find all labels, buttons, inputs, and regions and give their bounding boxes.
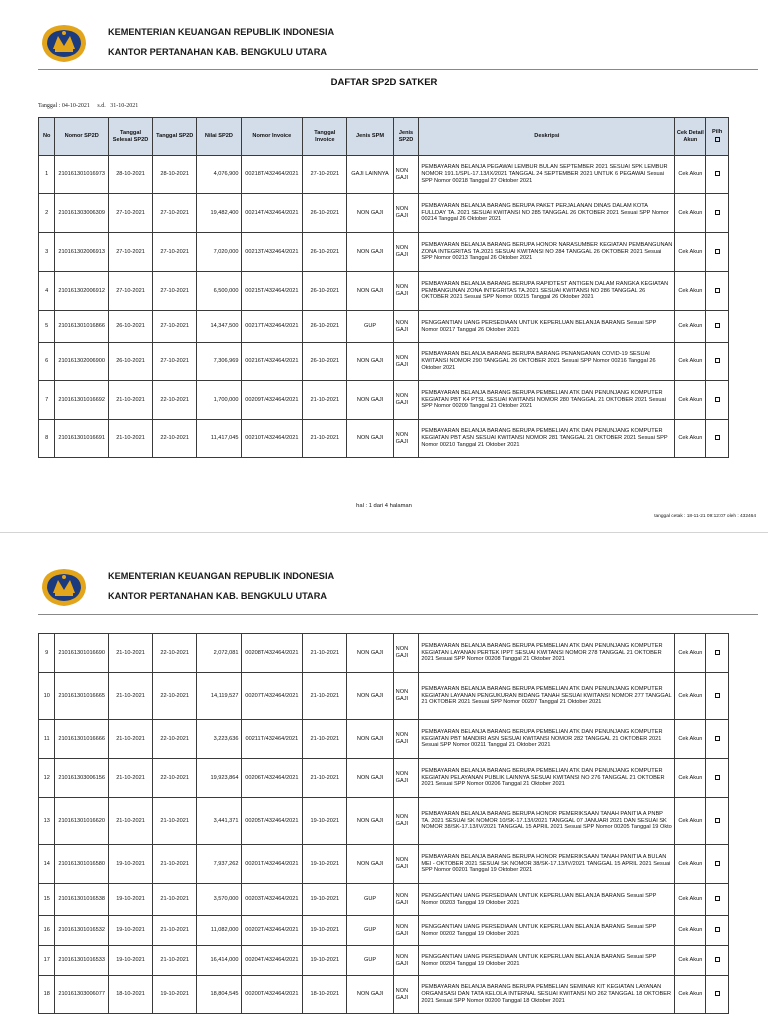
row-checkbox[interactable] xyxy=(715,927,720,932)
spm-type: GUP xyxy=(347,916,393,946)
invoice-number: 00200T/432464/2021 xyxy=(241,976,303,1014)
description: PEMBAYARAN BELANJA BARANG BERUPA HONOR PEMERIKSAAN TANAH PANITIA A BULAN MEI - OKTOBER 2021 SESUAI SK NOMOR 38/SK-17.13/IV/2021 TANGGAL 15 APRIL 2021 Sesuai SPP Nomor 00201 Tanggal 19 Oktober 2021 xyxy=(419,845,675,884)
row-checkbox[interactable] xyxy=(715,210,720,215)
sp2d-number: 210161302006912 xyxy=(55,272,108,311)
col-header-jenis-spm: Jenis SPM xyxy=(347,118,393,156)
check-account-link[interactable]: Cek Akun xyxy=(675,343,706,381)
row-no: 3 xyxy=(39,233,55,272)
sp2d-amount: 16,414,000 xyxy=(197,946,241,976)
sp2d-amount: 3,441,371 xyxy=(197,798,241,845)
sp2d-number: 210161303006309 xyxy=(55,194,108,233)
select-cell xyxy=(706,194,729,233)
check-account-link[interactable]: Cek Akun xyxy=(675,720,706,759)
sp2d-number: 210161303006156 xyxy=(55,759,108,798)
sp2d-number: 210161301016580 xyxy=(55,845,108,884)
invoice-number: 00201T/432464/2021 xyxy=(241,845,303,884)
row-checkbox[interactable] xyxy=(715,736,720,741)
check-account-link[interactable]: Cek Akun xyxy=(675,673,706,720)
row-checkbox[interactable] xyxy=(715,397,720,402)
sp2d-number: 210161301016973 xyxy=(55,156,108,194)
org-name: KEMENTERIAN KEUANGAN REPUBLIK INDONESIA xyxy=(108,27,335,37)
select-cell xyxy=(706,884,729,916)
invoice-date: 21-10-2021 xyxy=(303,420,347,458)
sp2d-date: 21-10-2021 xyxy=(153,845,197,884)
report-header xyxy=(38,564,758,614)
invoice-number: 00209T/432464/2021 xyxy=(241,381,303,420)
description: PEMBAYARAN BELANJA BARANG BERUPA PEMBELIAN SEMINAR KIT KEGIATAN LAYANAN ORGANISASI DAN TATA KELOLA INTERNAL SESUAI KWITANSI NO 262 TANGGAL 18 OKTOBER 2021 Sesuai SPP Nomor 00200 Tanggal 18 Oktober 2021 xyxy=(419,976,675,1014)
sp2d-amount: 11,417,045 xyxy=(197,420,241,458)
table-row xyxy=(39,343,729,381)
description: PEMBAYARAN BELANJA BARANG BERUPA PEMBELIAN ATK DAN PENUNJANG KOMPUTER KEGIATAN LAYANAN PENGUKURAN BIDANG TANAH SESUAI KWITANSI NOMOR 277 TANGGAL 21 OKTOBER 2021 Sesuai SPP Nomor 00207 Tanggal 21 Oktober 2021 xyxy=(419,673,675,720)
row-checkbox[interactable] xyxy=(715,171,720,176)
description: PEMBAYARAN BELANJA BARANG BERUPA RAPIDTEST ANTIGEN DALAM RANGKA KEGIATAN PEMBANGUNAN ZONA INTEGRITAS TA.2021 SESUAI KWITANSI NO 286 TANGGAL 26 OKTOBER 2021 Sesuai SPP Nomor 00215 Tanggal 26 Oktober 2021 xyxy=(419,272,675,311)
select-cell xyxy=(706,311,729,343)
select-cell xyxy=(706,634,729,673)
select-cell xyxy=(706,420,729,458)
check-account-link[interactable]: Cek Akun xyxy=(675,634,706,673)
row-checkbox[interactable] xyxy=(715,358,720,363)
col-header-tgl-sp2d: Tanggal SP2D xyxy=(153,118,197,156)
invoice-date: 21-10-2021 xyxy=(303,634,347,673)
office-name: KANTOR PERTANAHAN KAB. BENGKULU UTARA xyxy=(108,47,327,57)
select-all-checkbox[interactable] xyxy=(715,137,720,142)
spm-type: NON GAJI xyxy=(347,634,393,673)
row-no: 7 xyxy=(39,381,55,420)
sp2d-date: 27-10-2021 xyxy=(153,343,197,381)
sp2d-type: NON GAJI xyxy=(393,845,419,884)
check-account-link[interactable]: Cek Akun xyxy=(675,272,706,311)
select-cell xyxy=(706,759,729,798)
sp2d-amount: 14,119,527 xyxy=(197,673,241,720)
table-row xyxy=(39,420,729,458)
sp2d-amount: 7,020,000 xyxy=(197,233,241,272)
table-row xyxy=(39,381,729,420)
row-no: 14 xyxy=(39,845,55,884)
sp2d-type: NON GAJI xyxy=(393,916,419,946)
row-checkbox[interactable] xyxy=(715,861,720,866)
sp2d-number: 210161302006913 xyxy=(55,233,108,272)
table-row xyxy=(39,311,729,343)
select-cell xyxy=(706,976,729,1014)
invoice-date: 21-10-2021 xyxy=(303,381,347,420)
completion-date: 27-10-2021 xyxy=(108,272,152,311)
table-row xyxy=(39,720,729,759)
completion-date: 19-10-2021 xyxy=(108,916,152,946)
sp2d-date: 21-10-2021 xyxy=(153,916,197,946)
sp2d-number: 210161301016691 xyxy=(55,420,108,458)
sp2d-type: NON GAJI xyxy=(393,420,419,458)
sp2d-type: NON GAJI xyxy=(393,673,419,720)
col-header-pilih xyxy=(706,118,729,156)
col-header-invoice: Nomor Invoice xyxy=(241,118,303,156)
spm-type: GUP xyxy=(347,884,393,916)
completion-date: 18-10-2021 xyxy=(108,976,152,1014)
completion-date: 26-10-2021 xyxy=(108,343,152,381)
check-account-link[interactable]: Cek Akun xyxy=(675,798,706,845)
row-no: 2 xyxy=(39,194,55,233)
table-row xyxy=(39,634,729,673)
completion-date: 19-10-2021 xyxy=(108,845,152,884)
table-row xyxy=(39,884,729,916)
sp2d-amount: 7,937,262 xyxy=(197,845,241,884)
report-page-2 xyxy=(0,532,768,1024)
sp2d-date: 19-10-2021 xyxy=(153,976,197,1014)
sp2d-amount: 3,223,636 xyxy=(197,720,241,759)
row-no: 5 xyxy=(39,311,55,343)
sp2d-type: NON GAJI xyxy=(393,343,419,381)
invoice-number: 00215T/432464/2021 xyxy=(241,272,303,311)
table-row xyxy=(39,759,729,798)
description: PEMBAYARAN BELANJA BARANG BERUPA PAKET PERJALANAN DINAS DALAM KOTA FULLDAY TA. 2021 SESUAI KWITANSI NO 285 TANGGAL 26 OKTOBER 2021 Sesuai SPP Nomor 00214 Tanggal 26 Oktober 2021 xyxy=(419,194,675,233)
spm-type: NON GAJI xyxy=(347,798,393,845)
select-cell xyxy=(706,272,729,311)
select-cell xyxy=(706,916,729,946)
invoice-number: 00208T/432464/2021 xyxy=(241,634,303,673)
completion-date: 21-10-2021 xyxy=(108,420,152,458)
select-cell xyxy=(706,845,729,884)
print-timestamp: tanggal cetak : 18-11-21 09:12:07 oleh : 432464 xyxy=(654,514,756,519)
invoice-number: 00206T/432464/2021 xyxy=(241,759,303,798)
sp2d-number: 210161301016538 xyxy=(55,884,108,916)
table-body xyxy=(39,634,729,1014)
completion-date: 21-10-2021 xyxy=(108,720,152,759)
invoice-date: 19-10-2021 xyxy=(303,845,347,884)
invoice-date: 19-10-2021 xyxy=(303,884,347,916)
select-cell xyxy=(706,720,729,759)
spm-type: GUP xyxy=(347,311,393,343)
row-no: 16 xyxy=(39,916,55,946)
row-checkbox[interactable] xyxy=(715,288,720,293)
kemenkeu-emblem-icon xyxy=(38,22,90,64)
invoice-number: 00211T/432464/2021 xyxy=(241,720,303,759)
sp2d-number: 210161301016866 xyxy=(55,311,108,343)
sp2d-amount: 19,923,864 xyxy=(197,759,241,798)
spm-type: NON GAJI xyxy=(347,673,393,720)
spm-type: NON GAJI xyxy=(347,759,393,798)
description: PEMBAYARAN BELANJA BARANG BERUPA PEMBELIAN ATK DAN PENUNJANG KOMPUTER KEGIATAN PBT K4 PTSL SESUAI KWITANSI NOMOR 280 TANGGAL 21 OKTOBER 2021 Sesuai SPP Nomor 00209 Tanggal 21 Oktober 2021 xyxy=(419,381,675,420)
row-no: 4 xyxy=(39,272,55,311)
check-account-link[interactable]: Cek Akun xyxy=(675,845,706,884)
check-account-link[interactable]: Cek Akun xyxy=(675,759,706,798)
sp2d-amount: 4,076,900 xyxy=(197,156,241,194)
row-checkbox[interactable] xyxy=(715,957,720,962)
row-checkbox[interactable] xyxy=(715,991,720,996)
header-divider xyxy=(38,614,758,615)
row-no: 10 xyxy=(39,673,55,720)
sp2d-number: 210161302006900 xyxy=(55,343,108,381)
spm-type: NON GAJI xyxy=(347,233,393,272)
select-cell xyxy=(706,798,729,845)
sp2d-amount: 6,500,000 xyxy=(197,272,241,311)
check-account-link[interactable]: Cek Akun xyxy=(675,233,706,272)
sp2d-date: 22-10-2021 xyxy=(153,720,197,759)
row-no: 13 xyxy=(39,798,55,845)
sp2d-type: NON GAJI xyxy=(393,720,419,759)
invoice-date: 26-10-2021 xyxy=(303,194,347,233)
header-divider xyxy=(38,69,758,70)
select-cell xyxy=(706,946,729,976)
description: PENGGANTIAN UANG PERSEDIAAN UNTUK KEPERLUAN BELANJA BARANG Sesuai SPP Nomor 00204 Tanggal 19 Oktober 2021 xyxy=(419,946,675,976)
description: PENGGANTIAN UANG PERSEDIAAN UNTUK KEPERLUAN BELANJA BARANG Sesuai SPP Nomor 00217 Tanggal 26 Oktober 2021 xyxy=(419,311,675,343)
sp2d-date: 27-10-2021 xyxy=(153,311,197,343)
sp2d-type: NON GAJI xyxy=(393,233,419,272)
row-checkbox[interactable] xyxy=(715,896,720,901)
row-no: 1 xyxy=(39,156,55,194)
invoice-date: 26-10-2021 xyxy=(303,233,347,272)
invoice-number: 00205T/432464/2021 xyxy=(241,798,303,845)
row-no: 15 xyxy=(39,884,55,916)
col-header-nomor-sp2d: Nomor SP2D xyxy=(55,118,108,156)
sp2d-amount: 14,347,500 xyxy=(197,311,241,343)
completion-date: 21-10-2021 xyxy=(108,798,152,845)
page-title: DAFTAR SP2D SATKER xyxy=(330,77,438,88)
sp2d-table xyxy=(38,633,729,1014)
sp2d-date: 28-10-2021 xyxy=(153,156,197,194)
sp2d-amount: 2,072,081 xyxy=(197,634,241,673)
description: PEMBAYARAN BELANJA BARANG BERUPA PEMBELIAN ATK DAN PENUNJANG KOMPUTER KEGIATAN PBT MANDIRI ASN SESUAI KWITANSI NOMOR 282 TANGGAL 21 OKTOBER 2021 Sesuai SPP Nomor 00211 Tanggal 21 Oktober 2021 xyxy=(419,720,675,759)
sp2d-type: NON GAJI xyxy=(393,311,419,343)
row-checkbox[interactable] xyxy=(715,693,720,698)
completion-date: 21-10-2021 xyxy=(108,759,152,798)
invoice-number: 00217T/432464/2021 xyxy=(241,311,303,343)
kemenkeu-emblem-icon xyxy=(38,566,90,608)
select-cell xyxy=(706,343,729,381)
sp2d-date: 21-10-2021 xyxy=(153,884,197,916)
row-checkbox[interactable] xyxy=(715,650,720,655)
sp2d-number: 210161301016666 xyxy=(55,720,108,759)
description: PENGGANTIAN UANG PERSEDIAAN UNTUK KEPERLUAN BELANJA BARANG Sesuai SPP Nomor 00202 Tanggal 19 Oktober 2021 xyxy=(419,916,675,946)
office-name: KANTOR PERTANAHAN KAB. BENGKULU UTARA xyxy=(108,591,327,601)
sp2d-number: 210161301016532 xyxy=(55,916,108,946)
col-header-deskripsi: Deskripsi xyxy=(419,118,675,156)
check-account-link[interactable]: Cek Akun xyxy=(675,946,706,976)
invoice-number: 00214T/432464/2021 xyxy=(241,194,303,233)
invoice-date: 21-10-2021 xyxy=(303,759,347,798)
col-header-tgl-selesai: Tanggal Selesai SP2D xyxy=(108,118,152,156)
page-number: hal : 1 dari 4 halaman xyxy=(356,503,412,509)
table-row xyxy=(39,798,729,845)
sp2d-date: 27-10-2021 xyxy=(153,272,197,311)
sp2d-date: 22-10-2021 xyxy=(153,381,197,420)
sp2d-type: NON GAJI xyxy=(393,194,419,233)
spm-type: NON GAJI xyxy=(347,381,393,420)
sp2d-table xyxy=(38,117,729,458)
sp2d-number: 210161301016692 xyxy=(55,381,108,420)
invoice-date: 19-10-2021 xyxy=(303,798,347,845)
description: PEMBAYARAN BELANJA BARANG BERUPA PEMBELIAN ATK DAN PENUNJANG KOMPUTER KEGIATAN PBT ASN SESUAI KWITANSI NOMOR 281 TANGGAL 21 OKTOBER 2021 Sesuai SPP Nomor 00210 Tanggal 21 Oktober 2021 xyxy=(419,420,675,458)
row-no: 17 xyxy=(39,946,55,976)
spm-type: NON GAJI xyxy=(347,343,393,381)
description: PEMBAYARAN BELANJA BARANG BERUPA PEMBELIAN ATK DAN PENUNJANG KOMPUTER KEGIATAN LAYANAN PERTEK IPPT SESUAI KWITANSI NOMOR 278 TANGGAL 21 OKTOBER 2021 Sesuai SPP Nomor 00208 Tanggal 21 Oktober 2021 xyxy=(419,634,675,673)
row-checkbox[interactable] xyxy=(715,435,720,440)
description: PEMBAYARAN BELANJA BARANG BERUPA HONOR NARASUMBER KEGIATAN PEMBANGUNAN ZONA INTEGRITAS TA.2021 SESUAI KWITANSI NO 284 TANGGAL 26 OKTOBER 2021 Sesuai SPP Nomor 00213 Tanggal 26 Oktober 2021 xyxy=(419,233,675,272)
spm-type: GUP xyxy=(347,946,393,976)
sp2d-number: 210161303006077 xyxy=(55,976,108,1014)
sp2d-amount: 1,700,000 xyxy=(197,381,241,420)
table-row xyxy=(39,156,729,194)
check-account-link[interactable]: Cek Akun xyxy=(675,420,706,458)
invoice-number: 00202T/432464/2021 xyxy=(241,916,303,946)
completion-date: 19-10-2021 xyxy=(108,884,152,916)
invoice-number: 00216T/432464/2021 xyxy=(241,343,303,381)
description: PEMBAYARAN BELANJA BARANG BERUPA PEMBELIAN ATK DAN PENUNJANG KOMPUTER KEGIATAN PELAYANAN PUBLIK LAINNYA SESUAI KWITANSI NO 276 TANGGAL 21 OKTOBER 2021 Sesuai SPP Nomor 00206 Tanggal 21 Oktober 2021 xyxy=(419,759,675,798)
completion-date: 21-10-2021 xyxy=(108,381,152,420)
spm-type: NON GAJI xyxy=(347,976,393,1014)
check-account-link[interactable]: Cek Akun xyxy=(675,311,706,343)
invoice-date: 26-10-2021 xyxy=(303,343,347,381)
sp2d-date: 27-10-2021 xyxy=(153,194,197,233)
table-row xyxy=(39,233,729,272)
col-header-tgl-invoice: Tanggal Invoice xyxy=(303,118,347,156)
completion-date: 21-10-2021 xyxy=(108,673,152,720)
sp2d-type: NON GAJI xyxy=(393,759,419,798)
report-header xyxy=(38,20,758,70)
sp2d-type: NON GAJI xyxy=(393,156,419,194)
check-account-link[interactable]: Cek Akun xyxy=(675,194,706,233)
completion-date: 21-10-2021 xyxy=(108,634,152,673)
sp2d-date: 22-10-2021 xyxy=(153,759,197,798)
spm-type: NON GAJI xyxy=(347,194,393,233)
col-header-nilai: Nilai SP2D xyxy=(197,118,241,156)
row-checkbox[interactable] xyxy=(715,818,720,823)
invoice-number: 00218T/432464/2021 xyxy=(241,156,303,194)
org-name: KEMENTERIAN KEUANGAN REPUBLIK INDONESIA xyxy=(108,571,335,581)
invoice-date: 27-10-2021 xyxy=(303,156,347,194)
description: PEMBAYARAN BELANJA PEGAWAI LEMBUR BULAN SEPTEMBER 2021 SESUAI SPK LEMBUR NOMOR 191.1/SPL-17.13/IX/2021 TANGGAL 24 SEPTEMBER 2021 UNTUK 6 PEGAWAI Sesuai SPP Nomor 00218 Tanggal 27 Oktober 2021 xyxy=(419,156,675,194)
row-no: 9 xyxy=(39,634,55,673)
description: PEMBAYARAN BELANJA BARANG BERUPA HONOR PEMERIKSAAN TANAH PANITIA A PNBP TA. 2021 SESUAI SK NOMOR 10/SK-17.13/I/2021 TANGGAL 07 JANUARI 2021 DAN SESUAI SK NOMOR 38/SK-17.13/IV/2021 TANGGAL 15 APRIL 2021 Sesuai SPP Nomor 00205 Tanggal 19 Okto xyxy=(419,798,675,845)
sp2d-type: NON GAJI xyxy=(393,884,419,916)
table-row xyxy=(39,194,729,233)
check-account-link[interactable]: Cek Akun xyxy=(675,976,706,1014)
description: PEMBAYARAN BELANJA BARANG BERUPA BARANG PENANGANAN COVID-19 SESUAI KWITANSI NOMOR 290 TANGGAL 26 OKTOBER 2021 Sesuai SPP Nomor 00216 Tanggal 26 Oktober 2021 xyxy=(419,343,675,381)
sp2d-number: 210161301016533 xyxy=(55,946,108,976)
check-account-link[interactable]: Cek Akun xyxy=(675,884,706,916)
sp2d-date: 22-10-2021 xyxy=(153,634,197,673)
col-header-no: No xyxy=(39,118,55,156)
sp2d-type: NON GAJI xyxy=(393,798,419,845)
col-header-jenis-sp2d: Jenis SP2D xyxy=(393,118,419,156)
sp2d-number: 210161301016690 xyxy=(55,634,108,673)
row-no: 6 xyxy=(39,343,55,381)
completion-date: 28-10-2021 xyxy=(108,156,152,194)
completion-date: 27-10-2021 xyxy=(108,194,152,233)
table-row xyxy=(39,845,729,884)
table-row xyxy=(39,946,729,976)
completion-date: 19-10-2021 xyxy=(108,946,152,976)
invoice-date: 21-10-2021 xyxy=(303,673,347,720)
sp2d-date: 27-10-2021 xyxy=(153,233,197,272)
select-cell xyxy=(706,381,729,420)
sp2d-amount: 3,570,000 xyxy=(197,884,241,916)
invoice-date: 21-10-2021 xyxy=(303,720,347,759)
invoice-date: 19-10-2021 xyxy=(303,916,347,946)
sp2d-date: 22-10-2021 xyxy=(153,420,197,458)
invoice-number: 00203T/432464/2021 xyxy=(241,884,303,916)
spm-type: NON GAJI xyxy=(347,272,393,311)
row-no: 11 xyxy=(39,720,55,759)
check-account-link[interactable]: Cek Akun xyxy=(675,381,706,420)
table-header-row xyxy=(39,118,729,156)
sp2d-type: NON GAJI xyxy=(393,946,419,976)
sp2d-date: 21-10-2021 xyxy=(153,946,197,976)
check-account-link[interactable]: Cek Akun xyxy=(675,916,706,946)
row-no: 18 xyxy=(39,976,55,1014)
completion-date: 27-10-2021 xyxy=(108,233,152,272)
spm-type: GAJI LAINNYA xyxy=(347,156,393,194)
sp2d-amount: 19,482,400 xyxy=(197,194,241,233)
sp2d-amount: 18,804,545 xyxy=(197,976,241,1014)
row-no: 8 xyxy=(39,420,55,458)
invoice-number: 00204T/432464/2021 xyxy=(241,946,303,976)
row-no: 12 xyxy=(39,759,55,798)
invoice-number: 00207T/432464/2021 xyxy=(241,673,303,720)
sp2d-amount: 11,082,000 xyxy=(197,916,241,946)
sp2d-date: 22-10-2021 xyxy=(153,673,197,720)
sp2d-type: NON GAJI xyxy=(393,381,419,420)
sp2d-number: 210161301016620 xyxy=(55,798,108,845)
row-checkbox[interactable] xyxy=(715,775,720,780)
sp2d-type: NON GAJI xyxy=(393,976,419,1014)
invoice-number: 00210T/432464/2021 xyxy=(241,420,303,458)
spm-type: NON GAJI xyxy=(347,845,393,884)
invoice-number: 00213T/432464/2021 xyxy=(241,233,303,272)
sp2d-amount: 7,306,969 xyxy=(197,343,241,381)
sp2d-type: NON GAJI xyxy=(393,272,419,311)
table-row xyxy=(39,916,729,946)
sp2d-number: 210161301016665 xyxy=(55,673,108,720)
row-checkbox[interactable] xyxy=(715,323,720,328)
invoice-date: 26-10-2021 xyxy=(303,311,347,343)
spm-type: NON GAJI xyxy=(347,420,393,458)
sp2d-type: NON GAJI xyxy=(393,634,419,673)
col-header-cek-detail: Cek Detail Akun xyxy=(675,118,706,156)
spm-type: NON GAJI xyxy=(347,720,393,759)
select-cell xyxy=(706,156,729,194)
invoice-date: 18-10-2021 xyxy=(303,976,347,1014)
date-range: Tanggal : 04-10-2021 s.d. 31-10-2021 xyxy=(38,103,139,109)
col-header-pilih-label: Pilh xyxy=(712,128,723,135)
table-row xyxy=(39,272,729,311)
sp2d-date: 21-10-2021 xyxy=(153,798,197,845)
table-body xyxy=(39,156,729,458)
invoice-date: 26-10-2021 xyxy=(303,272,347,311)
row-checkbox[interactable] xyxy=(715,249,720,254)
completion-date: 26-10-2021 xyxy=(108,311,152,343)
select-cell xyxy=(706,673,729,720)
select-cell xyxy=(706,233,729,272)
check-account-link[interactable]: Cek Akun xyxy=(675,156,706,194)
invoice-date: 19-10-2021 xyxy=(303,946,347,976)
description: PENGGANTIAN UANG PERSEDIAAN UNTUK KEPERLUAN BELANJA BARANG Sesuai SPP Nomor 00203 Tanggal 19 Oktober 2021 xyxy=(419,884,675,916)
table-row xyxy=(39,673,729,720)
table-row xyxy=(39,976,729,1014)
